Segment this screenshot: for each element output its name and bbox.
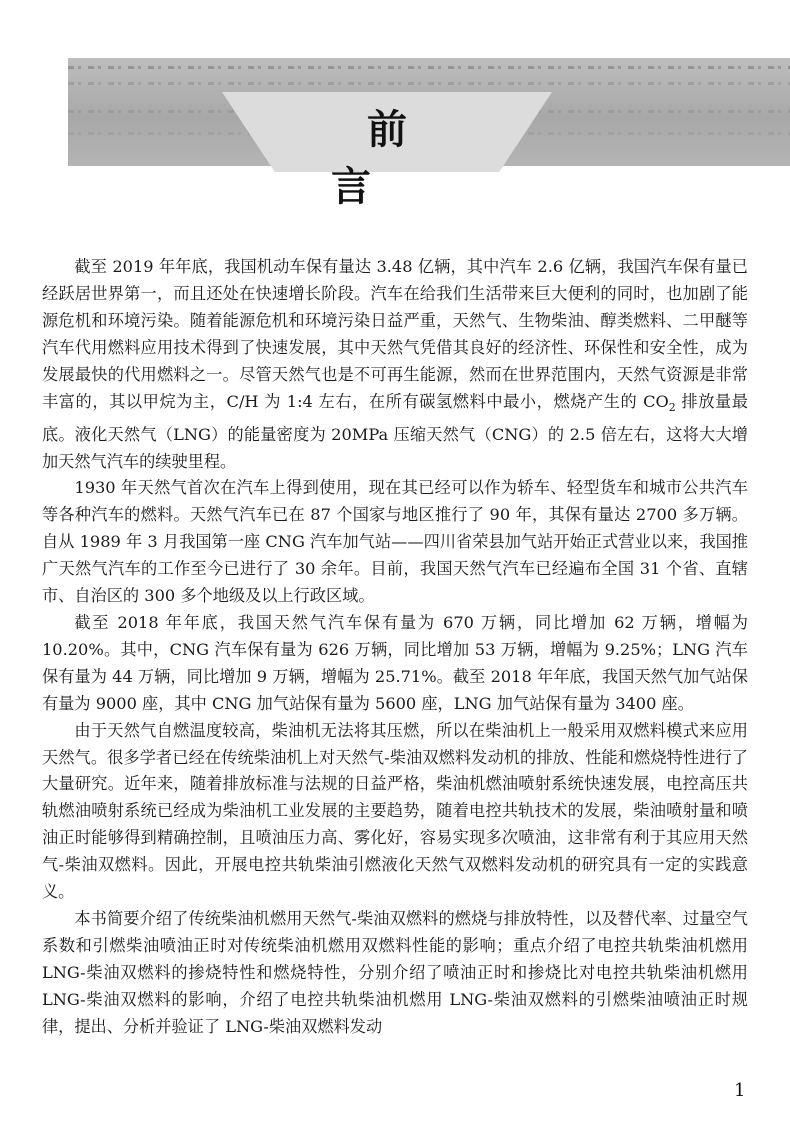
paragraph-1-text-b: 排放量最底。液化天然气（LNG）的能量密度为 20MPa 压缩天然气（CNG）的 2.5 倍左右，这将大大增加天然气汽车的续驶里程。 bbox=[42, 391, 748, 471]
body-text bbox=[42, 254, 748, 1041]
page-number: 1 bbox=[734, 1080, 746, 1101]
paragraph-3: 截至 2018 年年底，我国天然气汽车保有量为 670 万辆，同比增加 62 万辆，增幅为 10.20%。其中，CNG 汽车保有量为 626 万辆，同比增加 53 万辆，增幅为 9.25%；LNG 汽车保有量为 44 万辆，同比增加 9 万辆，增幅为 25.71%。截至 2018 年年底，我国天然气加气站保有量为 9000 座，其中 CNG 加气站保有量为 5600 座，LNG 加气站保有量为 3400 座。 bbox=[42, 613, 748, 713]
paragraph-1 bbox=[42, 254, 748, 475]
paragraph-2: 1930 年天然气首次在汽车上得到使用，现在其已经可以作为轿车、轻型货车和城市公共汽车等各种汽车的燃料。天然气汽车已在 87 个国家与地区推行了 90 年，其保有量达 2700 多万辆。自从 1989 年 3 月我国第一座 CNG 汽车加气站——四川省荣县加气站开始正式营业以来，我国推广天然气汽车的工作至今已进行了 30 余年。目前，我国天然气汽车已经遍布全国 31 个省、直辖市、自治区的 300 多个地级及以上行政区域。 bbox=[42, 478, 748, 606]
paragraph-4: 由于天然气自燃温度较高，柴油机无法将其压燃，所以在柴油机上一般采用双燃料模式来应用天然气。很多学者已经在传统柴油机上对天然气-柴油双燃料发动机的排放、性能和燃烧特性进行了大量研究。近年来，随着排放标准与法规的日益严格，柴油机燃油喷射系统快速发展，电控高压共轨燃油喷射系统已经成为柴油机工业发展的主要趋势，随着电控共轨技术的发展，柴油喷射量和喷油正时能够得到精确控制，且喷油压力高、雾化好，容易实现多次喷油，这非常有利于其应用天然气-柴油双燃料。因此，开展电控共轨柴油引燃液化天然气双燃料发动机的研究具有一定的实践意义。 bbox=[42, 720, 748, 902]
page-title: 前 言 bbox=[331, 106, 591, 210]
paragraph-1-text-a: 截至 2019 年年底，我国机动车保有量达 3.48 亿辆，其中汽车 2.6 亿辆，我国汽车保有量已经跃居世界第一，而且还处在快速增长阶段。汽车在给我们生活带来巨大便利的同时，也加剧了能源危机和环境污染。随着能源危机和环境污染日益严重，天然气、生物柴油、醇类燃料、二甲醚等汽车代用燃料应用技术得到了快速发展，其中天然气凭借其良好的经济性、环保性和安全性，成为发展最快的代用燃料之一。尽管天然气也是不可再生能源，然而在世界范围内，天然气资源是非常丰富的，其以甲烷为主，C/H 为 1:4 左右，在所有碳氢燃料中最小，燃烧产生的 CO bbox=[42, 257, 748, 411]
paragraph-5: 本书简要介绍了传统柴油机燃用天然气-柴油双燃料的燃烧与排放特性，以及替代率、过量空气系数和引燃柴油喷油正时对传统柴油机燃用双燃料性能的影响；重点介绍了电控共轨柴油机燃用 LNG-柴油双燃料的掺烧特性和燃烧特性，分别介绍了喷油正时和掺烧比对电控共轨柴油机燃用 LNG-柴油双燃料的影响，介绍了电控共轨柴油机燃用 LNG-柴油双燃料的引燃柴油喷油正时规律，提出、分析并验证了 LNG-柴油双燃料发动 bbox=[42, 908, 748, 1036]
paragraph-1-subscript: 2 bbox=[668, 400, 676, 414]
